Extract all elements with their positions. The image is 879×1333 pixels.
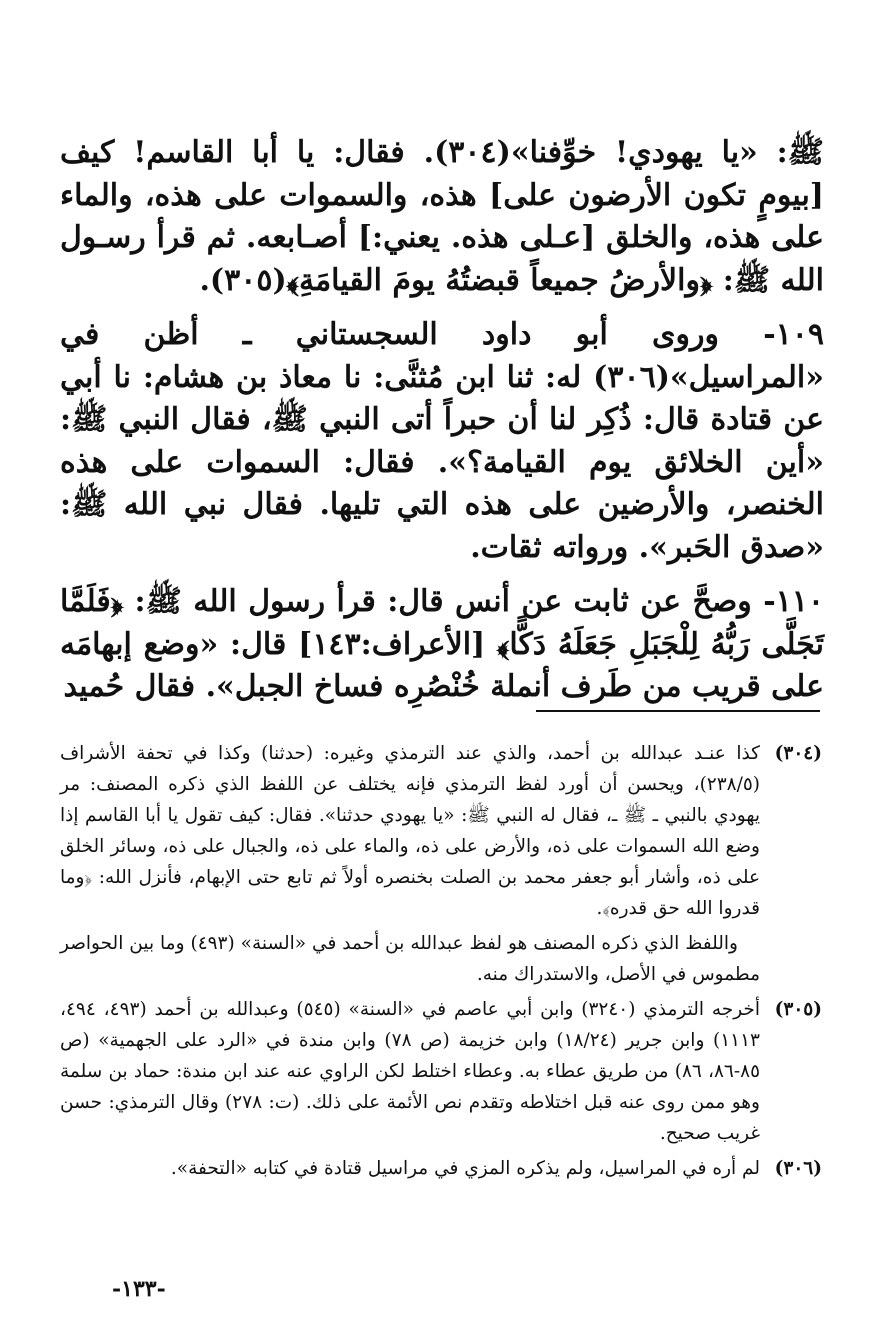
footnote-text: أخرجه الترمذي (٣٢٤٠) وابن أبي عاصم في «السنة» (٥٤٥) وعبدالله بن أحمد (٤٩٣، ٤٩٤، ١١١٣) وابن جرير (١٨/٢٤) وابن خزيمة (ص ٧٨) وابن مندة في «الرد على الجهمية» (ص ٨٥-٨٦، ٨٦) من طريق عطاء به. وعطاء اختلط لكن الراوي عنه عند ابن مندة: حماد بن سلمة وهو ممن روى عنه قبل اختلاطه وتقدم نص الأئمة على ذلك. (ت: ٢٧٨) وقال الترمذي: حسن غريب صحيح. xyxy=(60,999,761,1144)
body-paragraph: ﷺ: «يا يهودي! خوِّفنا»(٣٠٤). فقال: يا أبا القاسم! كيف [بيومٍ تكون الأرضون على] هذه، والسموات على هذه، والماء على هذه، والخلق [عـلى هذه. يعني:] أصـابعه. ثم قرأ رسـول الله ﷺ: ﴿والأرضُ جميعاً قبضتُهُ يومَ القيامَةِ﴾(٣٠٥). xyxy=(60,135,824,298)
footnote-number: (٣٠٦) xyxy=(774,1158,822,1179)
footnote xyxy=(60,994,822,1149)
footnote-number: (٣٠٤) xyxy=(774,743,822,764)
footnote xyxy=(60,1153,822,1184)
footnote-text: واللفظ الذي ذكره المصنف هو لفظ عبدالله بن أحمد في «السنة» (٤٩٣) وما بين الحواصر مطموس في الأصل، والاستدراك منه. xyxy=(60,933,760,985)
page-number: -١٣٣- xyxy=(112,1276,166,1302)
footnotes xyxy=(60,738,822,1188)
footnote-text: لم أره في المراسيل، ولم يذكره المزي في مراسيل قتادة في كتابه «التحفة». xyxy=(170,1158,760,1179)
footnote-number: (٣٠٥) xyxy=(774,999,822,1020)
footnote-text: كذا عنـد عبدالله بن أحمد، والذي عند الترمذي وغيره: (حدثنا) وكذا في تحفة الأشراف (٢٣٨/٥)، ويحسن أن أورد لفظ الترمذي فإنه يختلف عن اللفظ الذي ذكره المصنف: مر يهودي بالنبي ـ ﷺ ـ، فقال له النبي ﷺ: «يا يهودي حدثنا». فقال: كيف تقول يا أبا القاسم إذا وضع الله السموات على ذه، والأرض على ذه، والماء على ذه، والجبال على ذه، وسائر الخلق على ذه، وأشار أبو جعفر محمد بن الصلت بخنصره أولاً ثم تابع حتى الإبهام، فأنزل الله: ﴿وما قدروا الله حق قدره﴾. xyxy=(60,743,760,919)
footnote-separator xyxy=(536,710,820,712)
main-text xyxy=(60,132,824,721)
body-paragraph: ١١٠- وصحَّ عن ثابت عن أنس قال: قرأ رسول الله ﷺ: ﴿فَلَمَّا تَجَلَّى رَبُّهُ لِلْجَبَلِ جَعَلَهُ دَكًّا﴾ [الأعراف:١٤٣] قال: «وضع إبهامَه على قريب من طَرف أنملة خُنْصُرِه فساخ الجبل». فقال حُميد xyxy=(60,584,824,704)
body-paragraph: ١٠٩- وروى أبو داود السجستاني ـ أظن في «المراسيل»(٣٠٦) له: ثنا ابن مُثنَّى: نا معاذ بن هشام: نا أبي عن قتادة قال: ذُكِر لنا أن حبراً أتى النبي ﷺ، فقال النبي ﷺ: «أين الخلائق يوم القيامة؟». فقال: السموات على هذه الخنصر، والأرضين على هذه التي تليها. فقال نبي الله ﷺ: «صدق الحَبر». ورواته ثقات. xyxy=(60,317,824,565)
footnote xyxy=(60,738,822,990)
